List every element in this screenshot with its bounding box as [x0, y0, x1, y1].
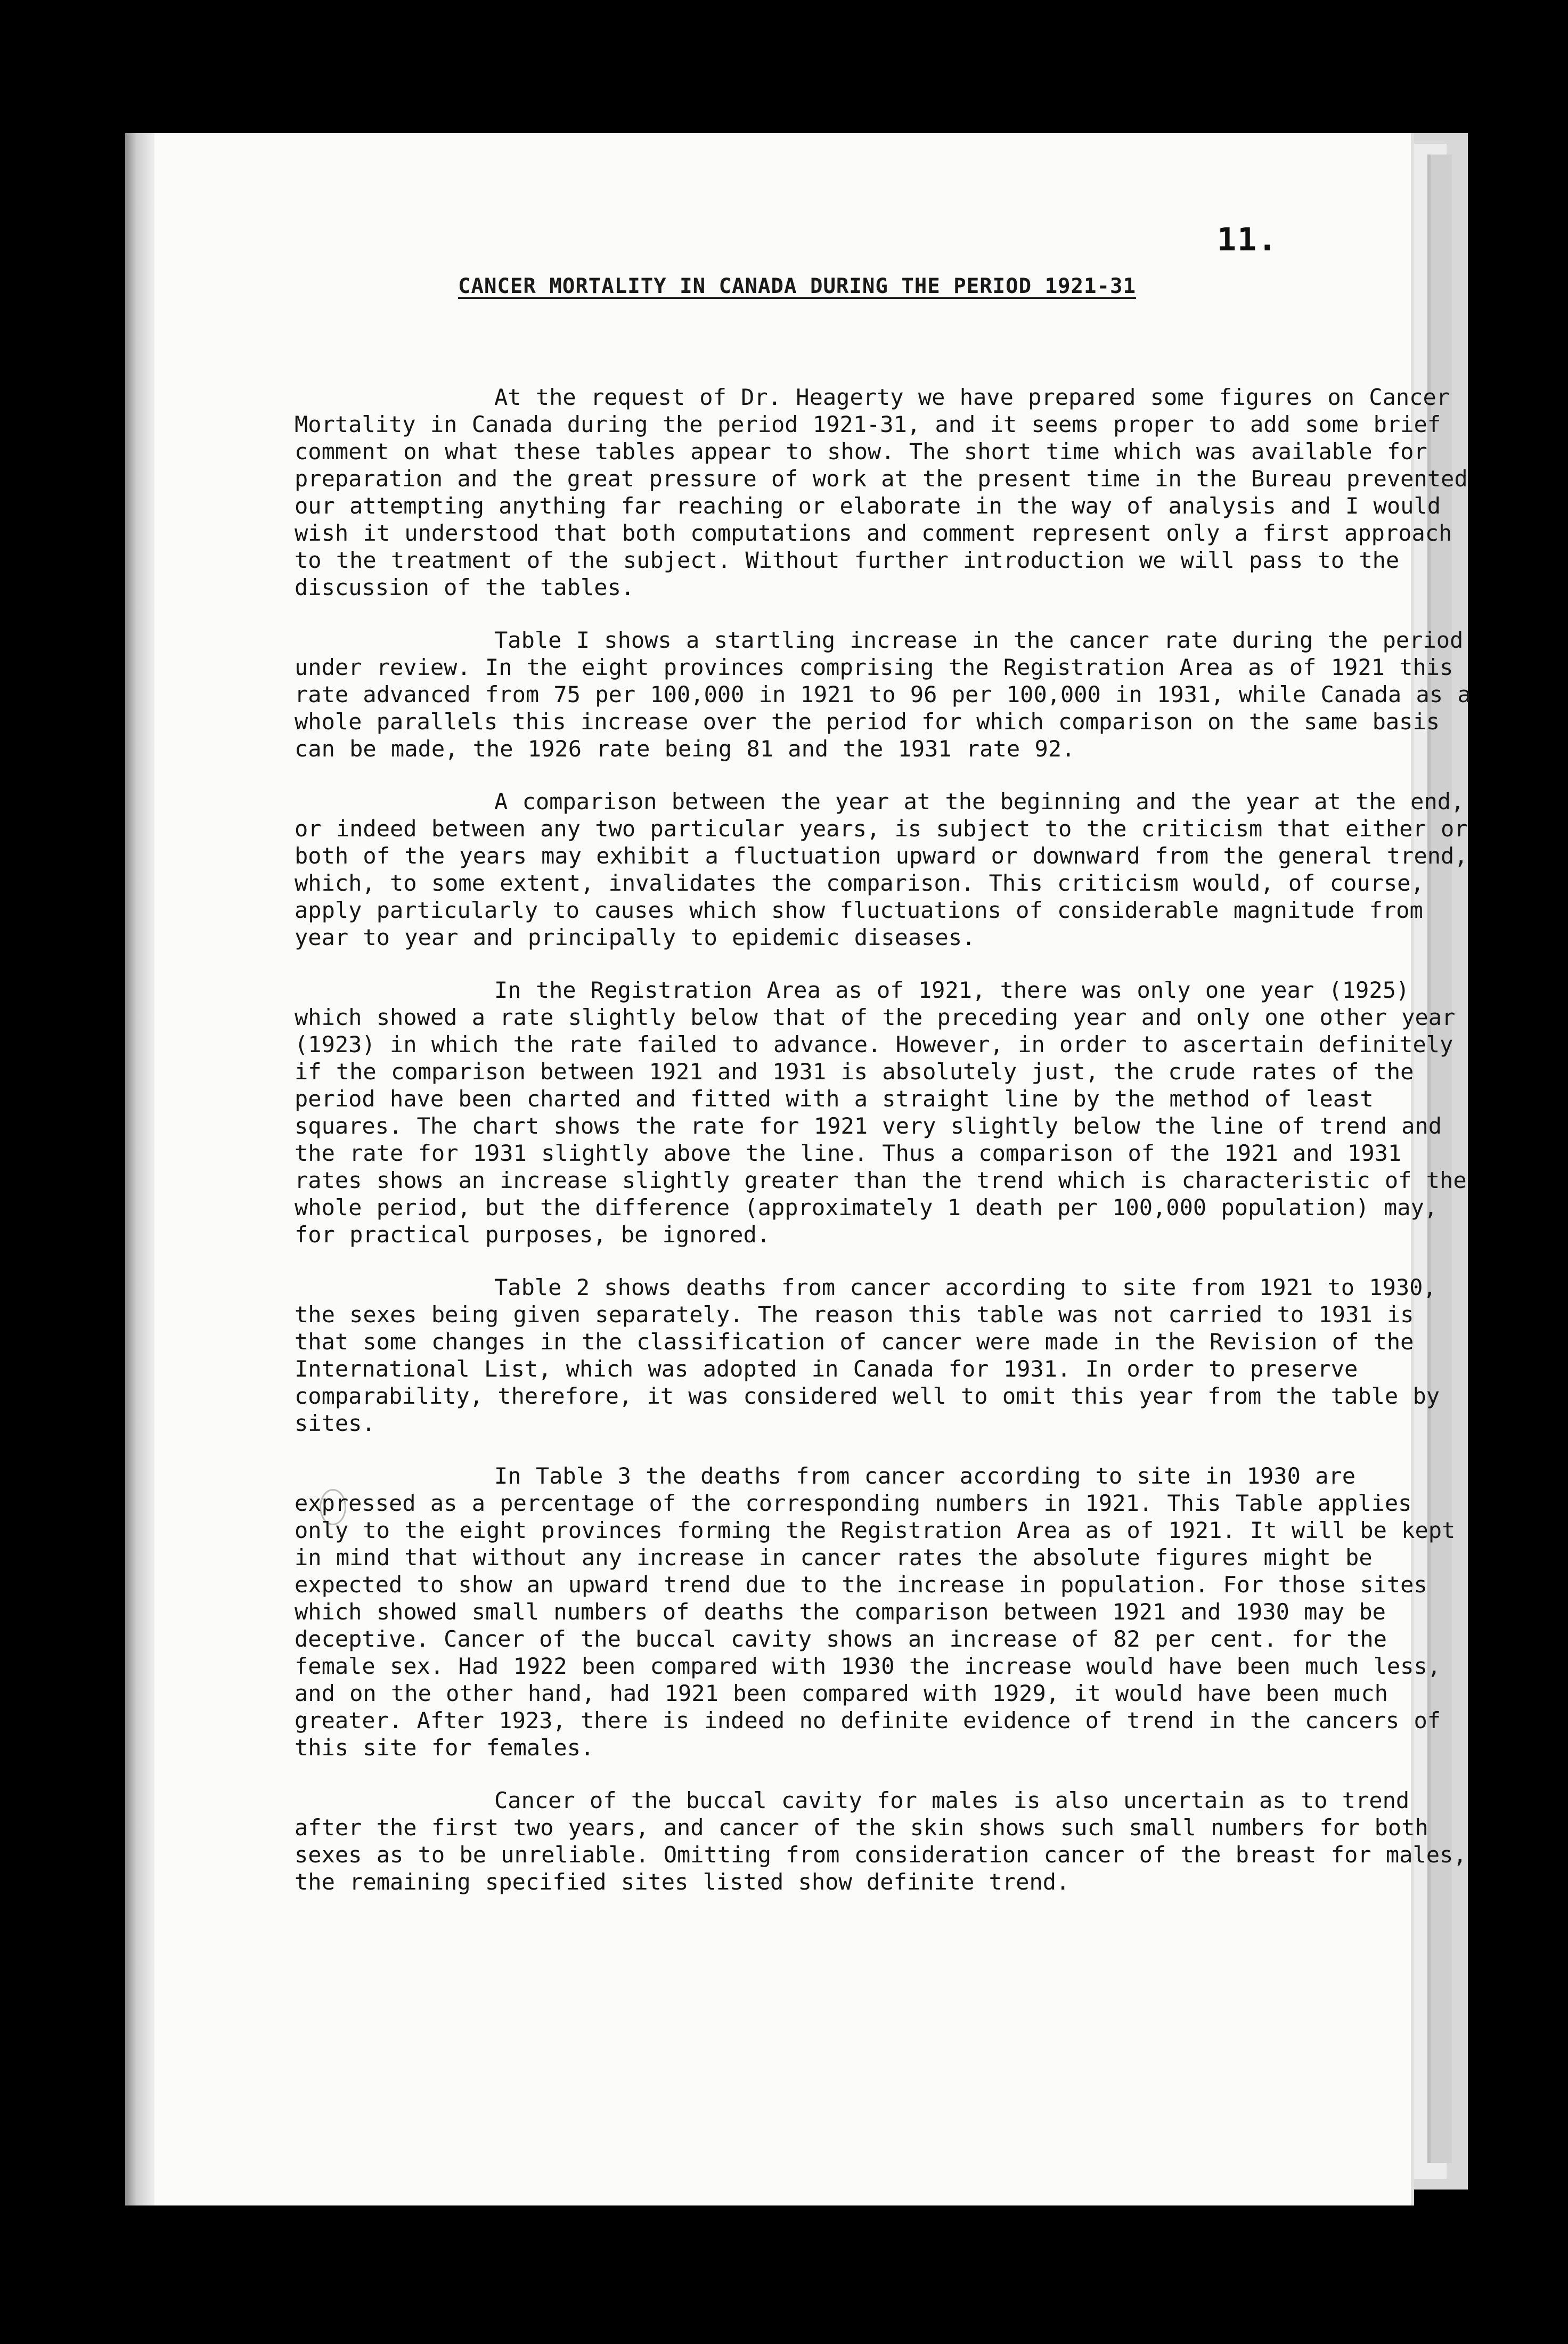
document-page: [125, 133, 1471, 2205]
paragraph-buccal-cavity-males: Cancer of the buccal cavity for males is also uncertain as to trend after the first two years, and cancer of the skin shows such small numbers for both sexes as to be unreliable. Omitting from consideration cancer of the breast for males, the remaining specified sites listed show definite trend.: [295, 1787, 1467, 1895]
body-text: [295, 384, 1477, 1921]
paragraph-registration-area: In the Registration Area as of 1921, there was only one year (1925) which showed a rate slightly below that of the preceding year and only one other year (1923) in which the rate failed to advance. However, in order to ascertain definitely if the comparison between 1921 and 1931 is absolutely just, the crude rates of the period have been charted and fitted with a straight line by the method of least squares. The chart shows the rate for 1921 very slightly below the line of trend and the rate for 1931 slightly above the line. Thus a comparison of the 1921 and 1931 rates shows an increase slightly greater than the trend which is characteristic of the whole period, but the difference (approximately 1 death per 100,000 population) may, for practical purposes, be ignored.: [295, 977, 1467, 1248]
page-number: 11.: [1217, 221, 1278, 258]
page-title: CANCER MORTALITY IN CANADA DURING THE PERIOD 1921-31: [458, 274, 1136, 298]
paragraph-table-2: Table 2 shows deaths from cancer according to site from 1921 to 1930, the sexes being given separately. The reason this table was not carried to 1931 is that some changes in the classification of cancer were made in the Revision of the International List, which was adopted in Canada for 1931. In order to preserve comparability, therefore, it was considered well to omit this year from the table by sites.: [295, 1274, 1440, 1436]
paragraph-table-1: Table I shows a startling increase in the cancer rate during the period under review. In the eight provinces comprising the Registration Area as of 1921 this rate advanced from 75 per 100,000 in 1921 to 96 per 100,000 in 1931, while Canada as a whole parallels this increase over the period for which comparison on the same basis can be made, the 1926 rate being 81 and the 1931 rate 92.: [295, 627, 1471, 762]
paragraph-table-3: In Table 3 the deaths from cancer according to site in 1930 are expressed as a percentage of the corresponding numbers in 1921. This Table applies only to the eight provinces forming the Registration Area as of 1921. It will be kept in mind that without any increase in cancer rates the absolute figures might be expected to show an upward trend due to the increase in population. For those sites which showed small numbers of deaths the comparison between 1921 and 1930 may be deceptive. Cancer of the buccal cavity shows an increase of 82 per cent. for the female sex. Had 1922 been compared with 1930 the increase would have been much less, and on the other hand, had 1921 been compared with 1929, it would have been much greater. After 1923, there is indeed no definite evidence of trend in the cancers of this site for females.: [295, 1463, 1456, 1761]
binding-edge: [125, 133, 154, 2205]
paragraph-introduction: At the request of Dr. Heagerty we have prepared some figures on Cancer Mortality in Canada during the period 1921-31, and it seems proper to add some brief comment on what these tables appear to show. The short time which was available for preparation and the great pressure of work at the present time in the Bureau prevented our attempting anything far reaching or elaborate in the way of analysis and I would wish it understood that both computations and comment represent only a first approach to the treatment of the subject. Without further introduction we will pass to the discussion of the tables.: [295, 384, 1468, 600]
paragraph-comparison-criticism: A comparison between the year at the beginning and the year at the end, or indeed between any two particular years, is subject to the criticism that either or both of the years may exhibit a fluctuation upward or downward from the general trend, which, to some extent, invalidates the comparison. This criticism would, of course, apply particularly to causes which show fluctuations of considerable magnitude from year to year and principally to epidemic diseases.: [295, 788, 1468, 950]
